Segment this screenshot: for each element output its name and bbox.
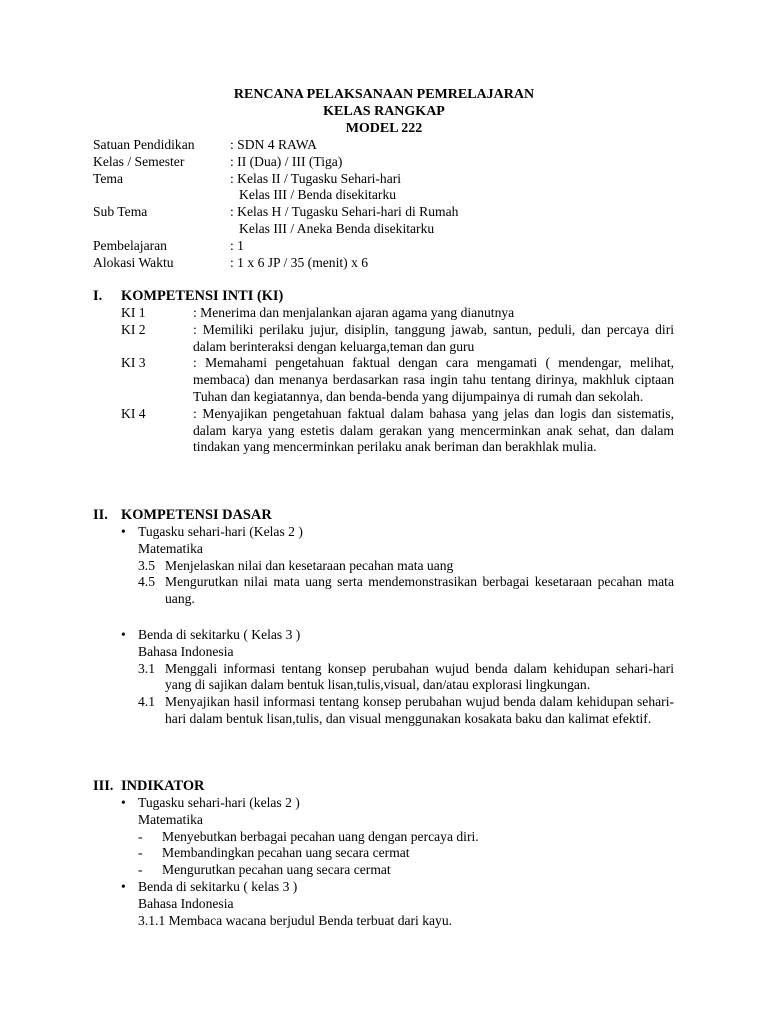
kd-number: 4.1 bbox=[138, 694, 155, 710]
ki-text: : Menyajikan pengetahuan faktual dalam bahasa yang jelas dan logis dan sistematis, dalam karya yang estetis dalam gerakan yang mencerminkan anak sehat, dan dalam tindakan yang mencerminkan perilaku anak beriman dan berakhlak mulia. bbox=[193, 405, 674, 455]
identity-row bbox=[93, 238, 693, 255]
identity-row bbox=[93, 204, 693, 221]
identity-row bbox=[93, 171, 693, 188]
kd-number: 3.1 bbox=[138, 660, 155, 676]
section-number: III. bbox=[93, 778, 114, 794]
subject-label: Bahasa Indonesia bbox=[138, 895, 234, 911]
section-title: INDIKATOR bbox=[121, 778, 205, 794]
identity-value: : 1 x 6 JP / 35 (menit) x 6 bbox=[230, 254, 369, 270]
bullet-text: Tugasku sehari-hari (Kelas 2 ) bbox=[138, 524, 303, 539]
indikator-item bbox=[121, 829, 674, 846]
section-number: I. bbox=[93, 288, 103, 304]
ki-code: KI 2 bbox=[121, 321, 146, 337]
indikator-text: Membandingkan pecahan uang secara cermat bbox=[162, 845, 410, 861]
indikator-text: 3.1.1 Membaca wacana berjudul Benda terbuat dari kayu. bbox=[138, 912, 453, 928]
ki-item bbox=[121, 305, 674, 322]
bullet-text: Benda di sekitarku ( Kelas 3 ) bbox=[138, 627, 301, 642]
identity-value: : SDN 4 RAWA bbox=[230, 137, 317, 152]
identity-row bbox=[93, 221, 693, 238]
kd-text: Menggali informasi tentang konsep perubahan wujud benda dalam kehidupan sehari-hari yang di sajikan dalam bentuk lisan,tulis,visual, dan/atau explorasi lingkungan. bbox=[165, 660, 674, 693]
identity-label: Satuan Pendidikan bbox=[93, 137, 195, 152]
kd-item bbox=[121, 574, 674, 608]
identity-label: Alokasi Waktu bbox=[93, 254, 174, 270]
bullet-line bbox=[121, 795, 674, 812]
kd-item bbox=[121, 694, 674, 728]
section-heading-indikator bbox=[93, 778, 204, 795]
kd-item bbox=[121, 661, 674, 695]
bullet-line bbox=[121, 879, 674, 896]
dash-marker: - bbox=[138, 828, 143, 844]
ki-text: : Menerima dan menjalankan ajaran agama yang dianutnya bbox=[193, 305, 515, 320]
kd-text: Menyajikan hasil informasi tentang konsep perubahan wujud benda dalam kehidupan sehari-hari dalam bentuk lisan,tulis, dan visual menggunakan kosakata baku dan kalimat efektif. bbox=[165, 694, 674, 726]
identity-row bbox=[93, 154, 693, 171]
kd-item bbox=[121, 558, 674, 575]
doc-subtitle-class: KELAS RANGKAP bbox=[323, 104, 445, 119]
subject-label: Matematika bbox=[138, 540, 203, 556]
identity-value: : 1 bbox=[230, 237, 244, 253]
section-title: KOMPETENSI DASAR bbox=[121, 507, 272, 523]
indikator-item bbox=[121, 845, 674, 862]
indikator-list bbox=[121, 795, 674, 929]
ki-item bbox=[121, 406, 674, 456]
dash-marker: - bbox=[138, 845, 143, 861]
identity-label: Sub Tema bbox=[93, 204, 148, 220]
identity-value: : Kelas II / Tugasku Sehari-hari bbox=[230, 170, 402, 186]
section-number: II. bbox=[93, 507, 108, 523]
indikator-item bbox=[121, 862, 674, 879]
subject-label: Matematika bbox=[138, 811, 203, 827]
bullet-icon: • bbox=[121, 795, 126, 810]
doc-title: RENCANA PELAKSANAAN PEMRELAJARAN bbox=[233, 87, 535, 102]
identity-value: Kelas III / Benda disekitarku bbox=[239, 187, 397, 203]
identity-block bbox=[93, 137, 693, 271]
indikator-text: Mengurutkan pecahan uang secara cermat bbox=[162, 862, 391, 878]
identity-label: Pembelajaran bbox=[93, 237, 167, 253]
kd-group-class2 bbox=[121, 524, 674, 608]
identity-value: Kelas III / Aneka Benda disekitarku bbox=[239, 220, 435, 236]
bullet-line bbox=[121, 627, 674, 644]
kd-number: 4.5 bbox=[138, 574, 155, 590]
ki-code: KI 4 bbox=[121, 405, 146, 421]
bullet-icon: • bbox=[121, 878, 126, 894]
section-title: KOMPETENSI INTI (KI) bbox=[121, 288, 284, 304]
bullet-icon: • bbox=[121, 524, 126, 539]
subject-label: Bahasa Indonesia bbox=[138, 643, 234, 659]
ki-code: KI 1 bbox=[121, 305, 146, 320]
kd-group-class3 bbox=[121, 627, 674, 728]
ki-text: : Memahami pengetahuan faktual dengan cara mengamati ( mendengar, melihat, membaca) dan menanya berdasarkan rasa ingin tahu tentang dirinya, makhluk ciptaan Tuhan dan kegiatannya, dan benda-benda yang dijumpainya di rumah dan sekolah. bbox=[193, 355, 674, 404]
identity-label: Kelas / Semester bbox=[93, 153, 185, 169]
identity-value: : II (Dua) / III (Tiga) bbox=[230, 153, 343, 169]
section-heading-ki bbox=[93, 288, 283, 305]
ki-text: : Memiliki perilaku jujur, disiplin, tanggung jawab, santun, peduli, dan percaya diri dalam berinteraksi dengan keluarga,teman dan guru bbox=[193, 321, 674, 354]
bullet-text: Benda di sekitarku ( kelas 3 ) bbox=[138, 878, 298, 894]
kd-text: Mengurutkan nilai mata uang serta mendemonstrasikan berbagai kesetaraan pecahan mata uang. bbox=[165, 574, 674, 607]
ki-code: KI 3 bbox=[121, 355, 146, 371]
ki-item bbox=[121, 322, 674, 356]
bullet-text: Tugasku sehari-hari (kelas 2 ) bbox=[138, 795, 300, 810]
section-heading-kd bbox=[93, 507, 272, 524]
kd-text: Menjelaskan nilai dan kesetaraan pecahan mata uang bbox=[165, 557, 454, 573]
dash-marker: - bbox=[138, 862, 143, 878]
ki-list bbox=[121, 305, 674, 456]
identity-row bbox=[93, 137, 693, 154]
doc-subtitle-model: MODEL 222 bbox=[345, 121, 423, 136]
identity-row bbox=[93, 255, 693, 272]
kd-number: 3.5 bbox=[138, 557, 155, 573]
identity-value: : Kelas H / Tugasku Sehari-hari di Rumah bbox=[230, 204, 459, 220]
identity-row bbox=[93, 187, 693, 204]
identity-label: Tema bbox=[93, 170, 123, 186]
bullet-line bbox=[121, 524, 674, 541]
indikator-text: Menyebutkan berbagai pecahan uang dengan percaya diri. bbox=[162, 828, 479, 844]
bullet-icon: • bbox=[121, 627, 126, 642]
ki-item bbox=[121, 355, 674, 405]
